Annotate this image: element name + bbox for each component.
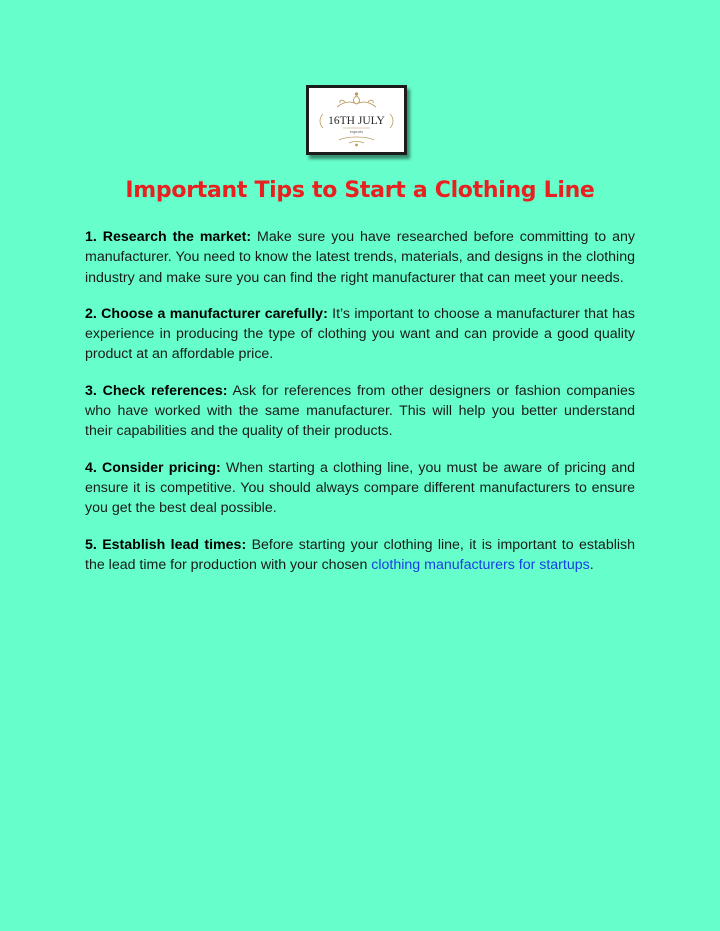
tip-research-market	[85, 227, 635, 288]
tip-text: Before starting your clothing line, it is important to establish the lead time for production with your chosen	[85, 536, 635, 573]
logo-brand-line1: 16TH JULY	[328, 115, 385, 127]
page-title: Important Tips to Start a Clothing Line	[125, 178, 595, 203]
tip-heading: 3. Check references:	[85, 382, 228, 399]
tip-check-references	[85, 381, 635, 442]
tip-establish-lead-times	[85, 535, 635, 576]
clothing-manufacturers-link[interactable]: clothing manufacturers for startups	[371, 556, 590, 573]
tips-list	[85, 227, 635, 591]
tip-text: When starting a clothing line, you must be aware of pricing and ensure it is competitive. You should always compare different manufacturers to ensure you get the best deal possible.	[85, 459, 635, 517]
tip-text: Make sure you have researched before committing to any manufacturer. You need to know the latest trends, materials, and designs in the clothing industry and make sure you can find the right manufacturer that can meet your needs.	[85, 229, 635, 286]
tip-trailing-punctuation: .	[589, 556, 594, 573]
tip-heading: 1. Research the market:	[85, 229, 252, 245]
tip-heading: 5. Establish lead times:	[85, 536, 247, 553]
logo-brand-line2: exports	[349, 129, 364, 134]
logo-graphic	[309, 88, 404, 152]
tip-heading: 2. Choose a manufacturer carefully:	[85, 305, 328, 322]
tip-text: Ask for references from other designers or fashion companies who have worked with the same manufacturer. This will help you better understand their capabilities and the quality of their products.	[85, 382, 635, 440]
tip-text: It’s important to choose a manufacturer that has experience in producing the type of clothing you want and can provide a good quality product at an affordable price.	[85, 305, 635, 363]
tip-choose-manufacturer	[85, 304, 635, 365]
company-logo	[306, 85, 407, 155]
tip-consider-pricing	[85, 458, 635, 519]
tip-heading: 4. Consider pricing:	[85, 459, 221, 476]
